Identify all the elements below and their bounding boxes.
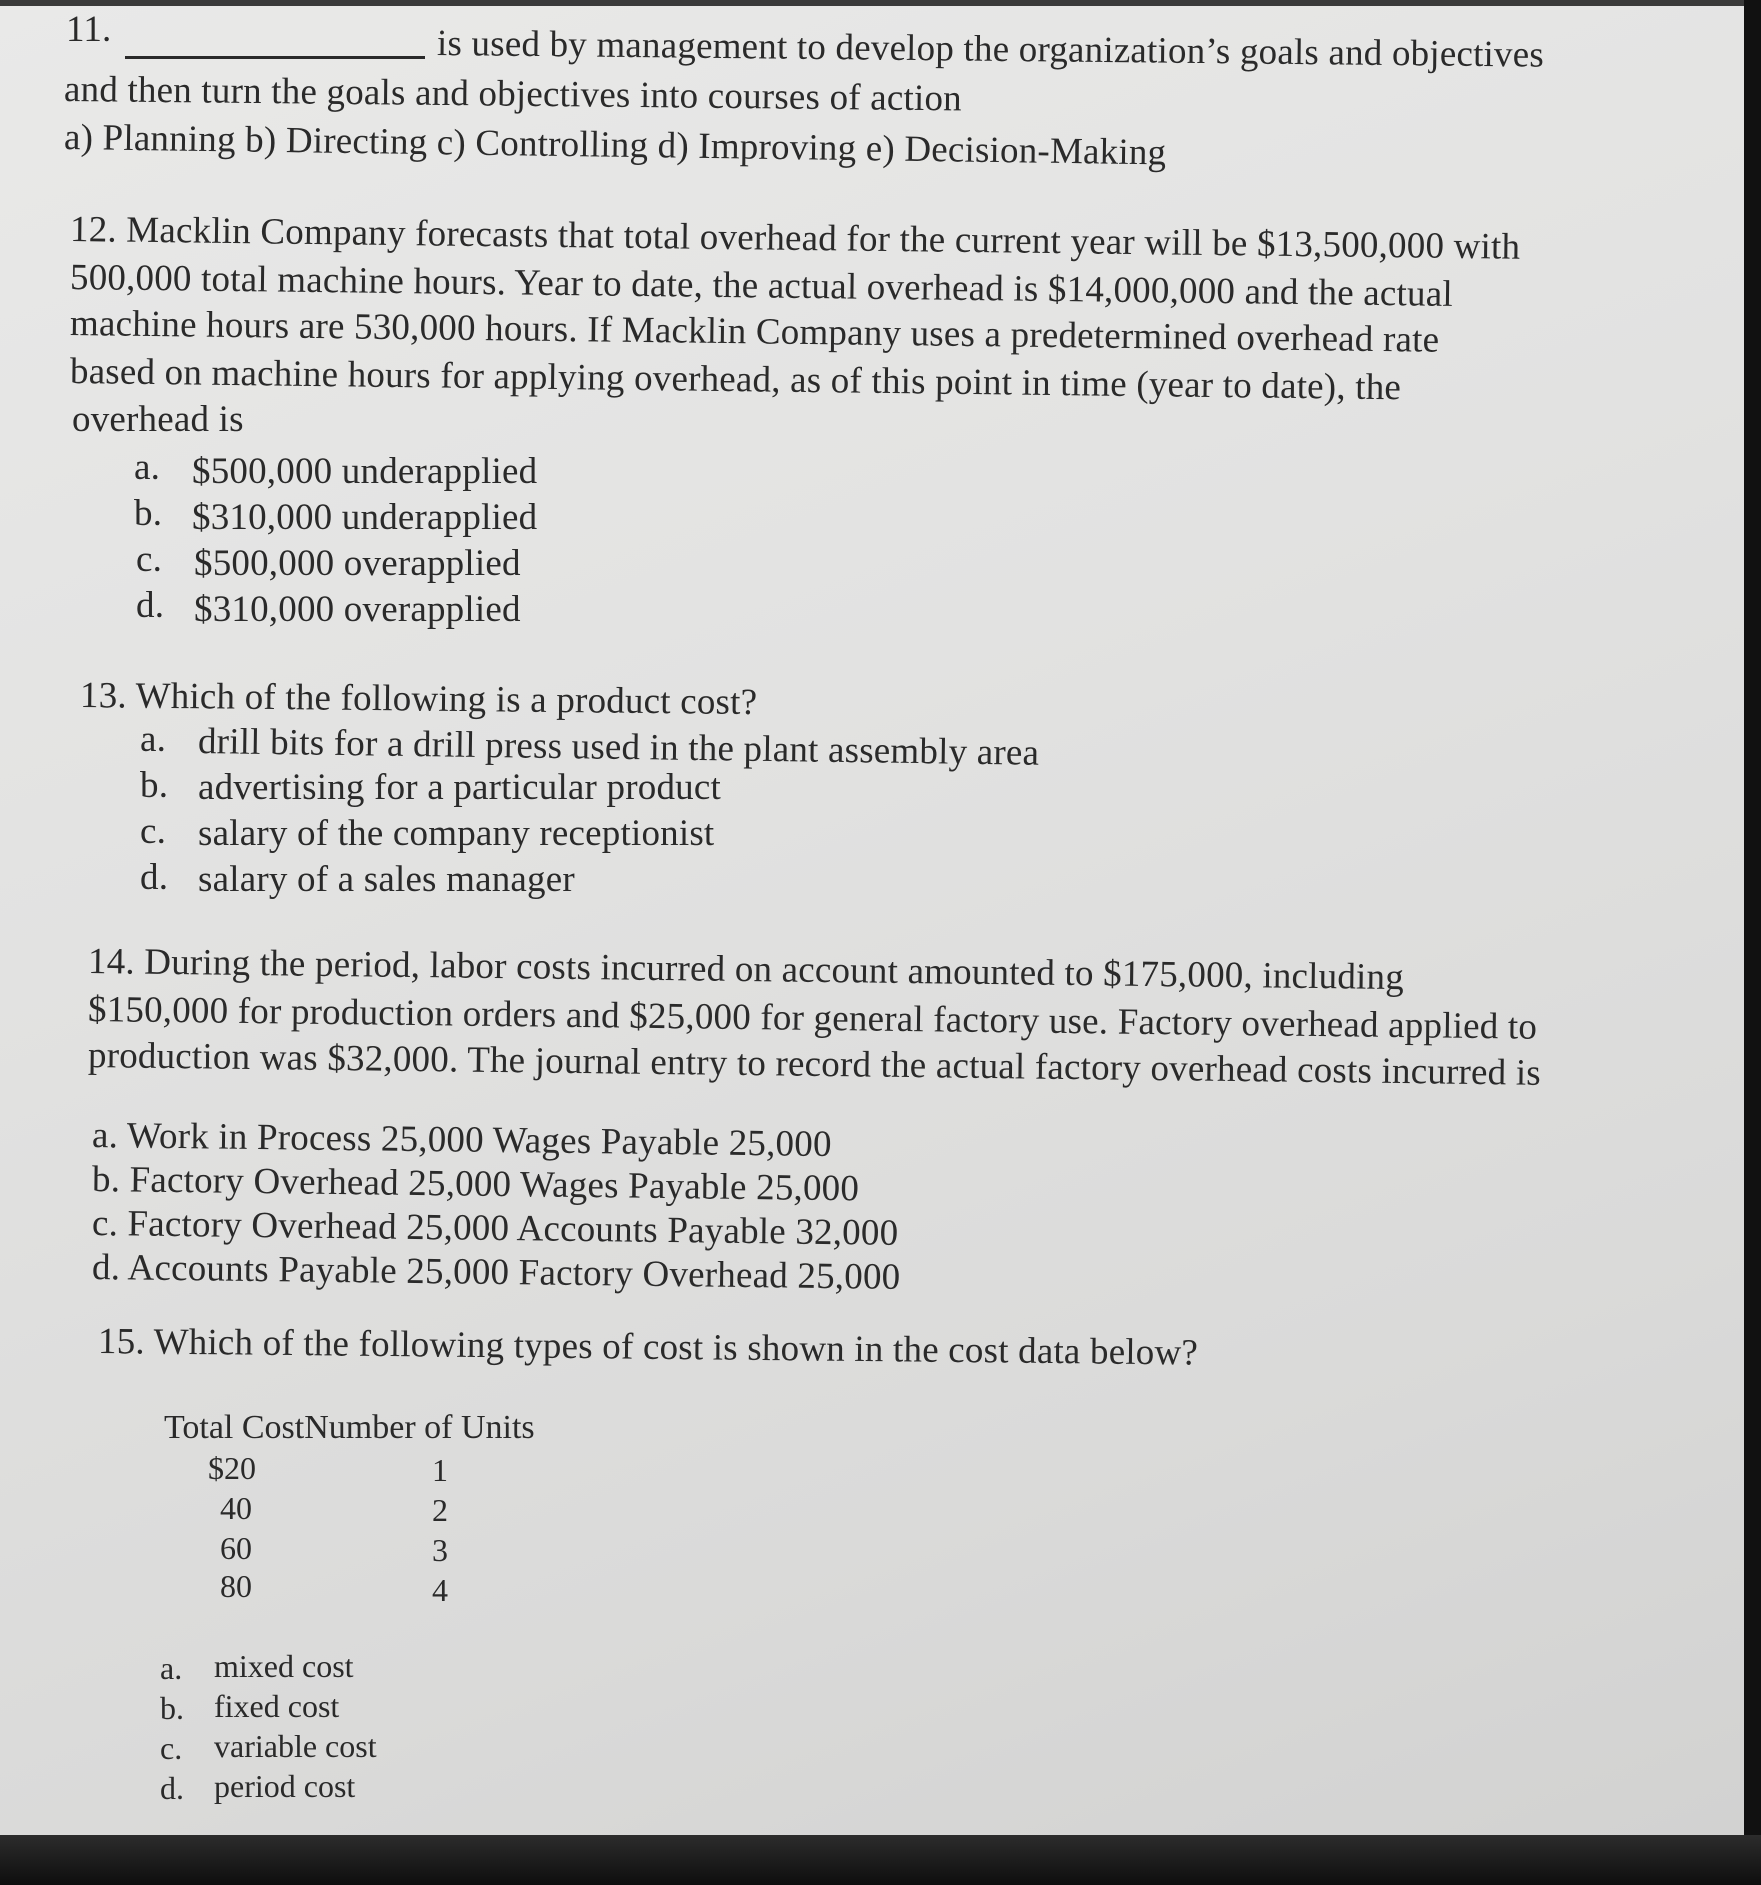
q12-option-letter: a. bbox=[134, 447, 161, 488]
q15-table-header: Total CostNumber of Units bbox=[164, 1409, 535, 1446]
q11-text-line1: is used by management to develop the organization’s goals and objectives bbox=[436, 23, 1545, 76]
q11-text-line2: and then turn the goals and objectives into courses of action bbox=[63, 69, 963, 120]
q13-option-letter: b. bbox=[140, 765, 169, 806]
q11-answer-blank bbox=[125, 56, 425, 59]
q12-line: overhead is bbox=[72, 399, 244, 440]
q15-option-text: period cost bbox=[214, 1768, 356, 1804]
q15-cost-cell: 60 bbox=[220, 1530, 252, 1566]
q15-option-text: variable cost bbox=[214, 1728, 377, 1764]
q12-option-letter: b. bbox=[134, 493, 163, 534]
q14-line: $150,000 for production orders and $25,000 for general factory use. Factory overhead applied to bbox=[87, 989, 1538, 1048]
q13-option-text: salary of the company receptionist bbox=[198, 813, 715, 854]
q15-cost-cell: $20 bbox=[208, 1450, 256, 1486]
q13-option-text: salary of a sales manager bbox=[198, 859, 575, 900]
q13-option-letter: d. bbox=[140, 857, 169, 898]
q11-options: a) Planning b) Directing c) Controlling d) Improving e) Decision-Making bbox=[63, 117, 1167, 174]
q15-units-cell: 1 bbox=[432, 1452, 448, 1488]
q12-line: 12. Macklin Company forecasts that total overhead for the current year will be $13,500,000 with bbox=[69, 209, 1521, 268]
q14-option: a. Work in Process 25,000 Wages Payable 25,000 bbox=[91, 1115, 832, 1166]
q11-number: 11. bbox=[66, 9, 112, 50]
q12-option-letter: c. bbox=[136, 539, 163, 580]
q12-line: based on machine hours for applying overhead, as of this point in time (year to date), the bbox=[69, 351, 1402, 409]
q14-option: b. Factory Overhead 25,000 Wages Payable 25,000 bbox=[91, 1159, 860, 1210]
q15-option-letter: c. bbox=[160, 1730, 183, 1766]
monitor-bezel-bottom bbox=[0, 1835, 1761, 1885]
q14-option: c. Factory Overhead 25,000 Accounts Payable 32,000 bbox=[91, 1203, 899, 1254]
q15-units-cell: 2 bbox=[432, 1492, 448, 1528]
q15-option-text: mixed cost bbox=[214, 1648, 354, 1684]
q12-option-text: $310,000 overapplied bbox=[194, 589, 521, 630]
q12-option-letter: d. bbox=[136, 585, 165, 626]
q13-option-letter: c. bbox=[140, 811, 167, 852]
q15-option-letter: b. bbox=[160, 1690, 184, 1726]
q15-units-cell: 4 bbox=[432, 1572, 448, 1608]
q13-question: 13. Which of the following is a product cost? bbox=[79, 675, 758, 724]
q14-line: 14. During the period, labor costs incurred on account amounted to $175,000, including bbox=[87, 941, 1405, 999]
q15-cost-cell: 80 bbox=[220, 1568, 252, 1604]
q14-line: production was $32,000. The journal entry to record the actual factory overhead costs incurred is bbox=[87, 1035, 1542, 1094]
q13-option-letter: a. bbox=[140, 719, 167, 760]
q15-option-letter: d. bbox=[160, 1770, 184, 1806]
q13-option-text: advertising for a particular product bbox=[198, 767, 721, 808]
q12-option-text: $500,000 overapplied bbox=[194, 543, 521, 584]
screen-top-edge bbox=[0, 0, 1744, 6]
q13-option-text: drill bits for a drill press used in the plant assembly area bbox=[197, 721, 1040, 774]
q12-line: 500,000 total machine hours. Year to date, the actual overhead is $14,000,000 and the actual bbox=[69, 257, 1454, 315]
q15-question: 15. Which of the following types of cost is shown in the cost data below? bbox=[97, 1321, 1199, 1374]
q15-option-text: fixed cost bbox=[214, 1688, 340, 1724]
q12-line: machine hours are 530,000 hours. If Macklin Company uses a predetermined overhead rate bbox=[69, 303, 1440, 361]
q15-cost-cell: 40 bbox=[220, 1490, 252, 1526]
monitor-bezel-right bbox=[1744, 0, 1761, 1885]
q12-option-text: $310,000 underapplied bbox=[192, 497, 538, 538]
q12-option-text: $500,000 underapplied bbox=[192, 451, 538, 492]
q14-option: d. Accounts Payable 25,000 Factory Overhead 25,000 bbox=[91, 1247, 901, 1298]
q15-option-letter: a. bbox=[160, 1650, 183, 1686]
q15-units-cell: 3 bbox=[432, 1532, 448, 1568]
